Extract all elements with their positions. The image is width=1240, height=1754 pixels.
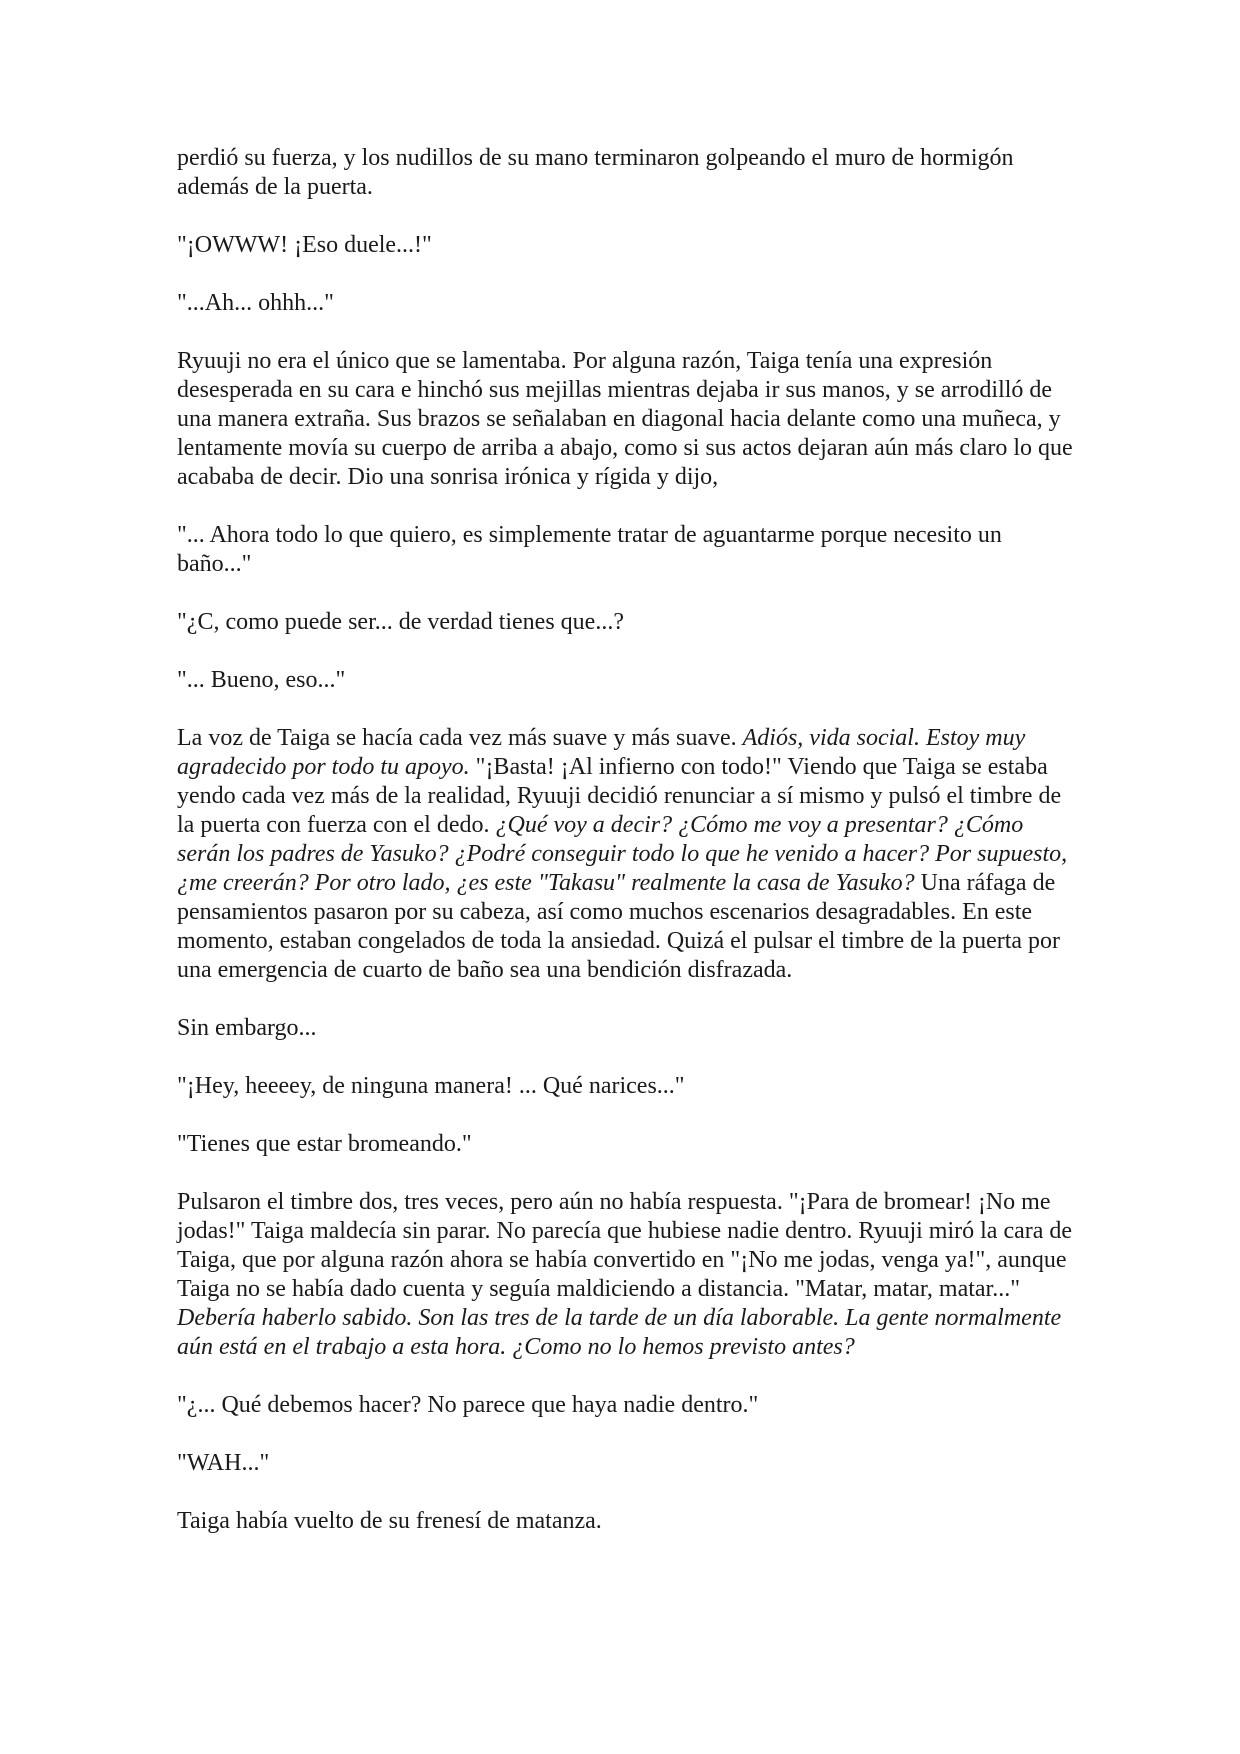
- paragraph: [177, 1130, 1077, 1159]
- paragraph: [177, 144, 1077, 202]
- body-text: "¡OWWW! ¡Eso duele...!": [177, 232, 432, 258]
- body-text: Ryuuji no era el único que se lamentaba. Por alguna razón, Taiga tenía una expresión desesperada en su cara e hinchó sus mejillas mientras dejaba ir sus manos, y se arrodilló de una manera extraña. Sus brazos se señalaban en diagonal hacia delante como una muñeca, y lentamente movía su cuerpo de arriba a abajo, como si sus actos dejaran aún más claro lo que acababa de decir. Dio una sonrisa irónica y rígida y dijo,: [177, 348, 1073, 490]
- body-text: "¡Basta! ¡Al infierno con todo!" Viendo que Taiga se estaba yendo cada vez más de la realidad, Ryuuji decidió renunciar a sí mismo y pulsó el timbre de la puerta con fuerza con el dedo.: [177, 754, 1062, 838]
- body-text: "Tienes que estar bromeando.": [177, 1131, 472, 1157]
- paragraph: [177, 608, 1077, 637]
- paragraph: [177, 1072, 1077, 1101]
- italic-text: ¿Qué voy a decir? ¿Cómo me voy a presentar? ¿Cómo serán los padres de Yasuko? ¿Podré conseguir todo lo que he venido a hacer? Por supuesto, ¿me creerán? Por otro lado, ¿es este "Takasu" realmente la casa de Yasuko?: [177, 812, 1068, 896]
- body-text: "...Ah... ohhh...": [177, 290, 334, 316]
- paragraph: [177, 724, 1077, 985]
- italic-text: Adiós, vida social. Estoy muy agradecido por todo tu apoyo.: [177, 725, 1026, 780]
- paragraph: [177, 347, 1077, 492]
- paragraph: [177, 666, 1077, 695]
- body-text: "... Bueno, eso...": [177, 667, 346, 693]
- paragraph: [177, 521, 1077, 579]
- body-text: Taiga había vuelto de su frenesí de matanza.: [177, 1508, 602, 1534]
- paragraph: [177, 1391, 1077, 1420]
- body-text: "... Ahora todo lo que quiero, es simplemente tratar de aguantarme porque necesito un baño...": [177, 522, 1002, 577]
- paragraph: [177, 231, 1077, 260]
- page-body: [177, 144, 1077, 1536]
- italic-text: Debería haberlo sabido. Son las tres de la tarde de un día laborable. La gente normalmente aún está en el trabajo a esta hora. ¿Como no lo hemos previsto antes?: [177, 1305, 1062, 1360]
- body-text: Pulsaron el timbre dos, tres veces, pero aún no había respuesta. "¡Para de bromear! ¡No me jodas!" Taiga maldecía sin parar. No parecía que hubiese nadie dentro. Ryuuji miró la cara de Taiga, que por alguna razón ahora se había convertido en "¡No me jodas, venga ya!", aunque Taiga no se había dado cuenta y seguía maldiciendo a distancia. "Matar, matar, matar...": [177, 1189, 1073, 1302]
- body-text: "¿... Qué debemos hacer? No parece que haya nadie dentro.": [177, 1392, 759, 1418]
- paragraph: [177, 1188, 1077, 1362]
- paragraph: [177, 1449, 1077, 1478]
- paragraph: [177, 1014, 1077, 1043]
- body-text: perdió su fuerza, y los nudillos de su mano terminaron golpeando el muro de hormigón además de la puerta.: [177, 145, 1014, 200]
- body-text: Sin embargo...: [177, 1015, 317, 1041]
- body-text: "¿C, como puede ser... de verdad tienes que...?: [177, 609, 624, 635]
- body-text: "¡Hey, heeeey, de ninguna manera! ... Qué narices...": [177, 1073, 685, 1099]
- paragraph: [177, 1507, 1077, 1536]
- paragraph: [177, 289, 1077, 318]
- body-text: "WAH...": [177, 1450, 270, 1476]
- body-text: Una ráfaga de pensamientos pasaron por su cabeza, así como muchos escenarios desagradables. En este momento, estaban congelados de toda la ansiedad. Quizá el pulsar el timbre de la puerta por una emergencia de cuarto de baño sea una bendición disfrazada.: [177, 870, 1061, 983]
- body-text: La voz de Taiga se hacía cada vez más suave y más suave.: [177, 725, 743, 751]
